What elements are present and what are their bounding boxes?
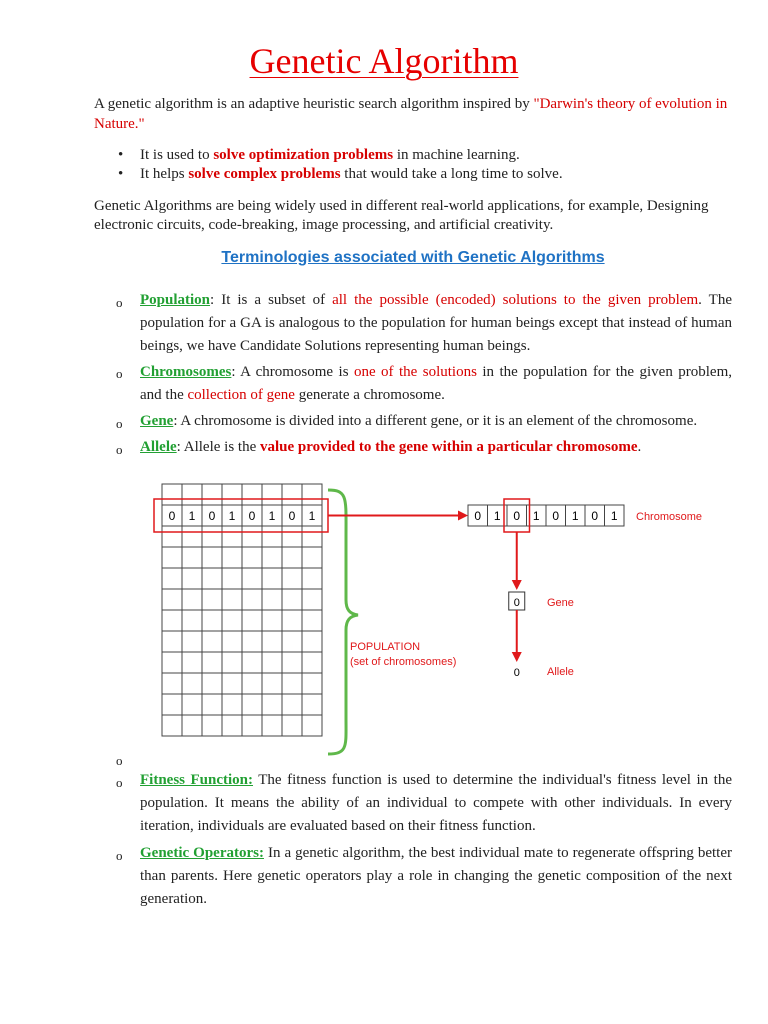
bullet-text: It is used to [140, 147, 214, 163]
bullet-text: It helps [140, 166, 189, 182]
list-marker: o [116, 775, 123, 790]
population-sublabel: (set of chromosomes) [350, 656, 457, 668]
grid-cell [242, 652, 262, 673]
grid-cell [222, 526, 242, 547]
term-name: Fitness Function: [140, 772, 254, 788]
grid-cell [242, 715, 262, 736]
grid-cell [262, 694, 282, 715]
grid-cell [282, 547, 302, 568]
term-text: . [637, 439, 642, 455]
list-marker: o [116, 753, 123, 768]
grid-cell [202, 547, 222, 568]
term-text: In a genetic algorithm, the best individual mate to regenerate offspring better than parents. Here genetic operators play a role in changing the genetic composition of the next generation. [140, 845, 732, 907]
population-bit: 1 [228, 509, 236, 523]
grid-cell [282, 631, 302, 652]
grid-cell [202, 631, 222, 652]
term-name: Genetic Operators: [140, 845, 264, 861]
arrow-head [512, 652, 522, 662]
term-fitness-function [140, 769, 732, 838]
grid-cell [202, 568, 222, 589]
term-name: Population [140, 292, 211, 308]
list-marker: o [116, 416, 123, 431]
bullet-marker: • [118, 166, 124, 182]
grid-cell [162, 694, 182, 715]
gene-label: Gene [547, 597, 574, 609]
bullet-marker: • [118, 147, 124, 163]
term-text: : Allele is the [176, 439, 260, 455]
grid-cell [302, 484, 322, 505]
grid-cell [302, 568, 322, 589]
grid-cell [202, 610, 222, 631]
intro-paragraph [94, 94, 734, 134]
population-bit: 0 [208, 509, 216, 523]
term-gene [140, 410, 732, 433]
grid-cell [222, 610, 242, 631]
grid-cell [262, 589, 282, 610]
grid-cell [242, 589, 262, 610]
population-label: POPULATION [350, 641, 421, 653]
grid-cell [282, 673, 302, 694]
grid-cell [202, 694, 222, 715]
term-text: : It is a subset of [210, 292, 333, 308]
grid-cell [182, 673, 202, 694]
grid-cell [202, 589, 222, 610]
list-marker: o [116, 295, 123, 310]
term-genetic-operators [140, 842, 732, 911]
grid-cell [222, 673, 242, 694]
grid-cell [162, 547, 182, 568]
population-bit: 0 [168, 509, 176, 523]
darwin-quote: "Darwin's theory of evolution in Nature." [94, 96, 728, 132]
term-highlight: collection of gene [187, 387, 295, 403]
chromosome-bit: 1 [571, 509, 579, 523]
term-population [140, 289, 732, 358]
grid-cell [182, 484, 202, 505]
allele-value: 0 [513, 667, 520, 679]
grid-cell [182, 526, 202, 547]
allele-label: Allele [547, 666, 574, 678]
list-marker: o [116, 366, 123, 381]
grid-cell [302, 694, 322, 715]
grid-cell [242, 694, 262, 715]
population-bit: 1 [308, 509, 316, 523]
term-name: Allele [140, 439, 177, 455]
grid-cell [242, 673, 262, 694]
term-text: : A chromosome is [231, 364, 354, 380]
grid-cell [262, 484, 282, 505]
grid-cell [262, 673, 282, 694]
population-diagram [150, 478, 730, 760]
grid-cell [262, 526, 282, 547]
term-name: Gene [140, 413, 174, 429]
grid-cell [282, 568, 302, 589]
grid-cell [162, 526, 182, 547]
grid-cell [202, 526, 222, 547]
population-grid [162, 484, 322, 736]
grid-cell [222, 568, 242, 589]
grid-cell [222, 589, 242, 610]
grid-cell [182, 547, 202, 568]
term-text: The fitness function is used to determine the individual's fitness level in the population. It means the ability of an individual to compete with other individuals. In every iteration, individuals are evaluated based on their fitness function. [140, 772, 732, 834]
chromosome-bit: 1 [610, 509, 618, 523]
list-marker: o [116, 848, 123, 863]
term-name: Chromosomes [140, 364, 232, 380]
grid-cell [162, 631, 182, 652]
grid-cell [162, 568, 182, 589]
grid-cell [262, 715, 282, 736]
intro-text: A genetic algorithm is an adaptive heuristic search algorithm inspired by [94, 96, 534, 112]
grid-cell [162, 610, 182, 631]
grid-cell [262, 652, 282, 673]
grid-cell [202, 715, 222, 736]
bullet-text: that would take a long time to solve. [340, 166, 563, 182]
section-heading: Terminologies associated with Genetic Algorithms [221, 249, 605, 266]
grid-cell [262, 568, 282, 589]
term-chromosomes [140, 361, 732, 407]
grid-cell [222, 715, 242, 736]
population-bit: 1 [268, 509, 276, 523]
grid-cell [262, 610, 282, 631]
chromosome-bit: 1 [532, 509, 540, 523]
term-text: in the population for the given problem, and the [140, 364, 733, 403]
grid-cell [222, 547, 242, 568]
grid-cell [222, 631, 242, 652]
grid-cell [162, 589, 182, 610]
term-text: generate a chromosome. [294, 387, 445, 403]
grid-cell [282, 610, 302, 631]
grid-cell [202, 652, 222, 673]
grid-cell [302, 631, 322, 652]
grid-cell [182, 631, 202, 652]
population-bit: 0 [248, 509, 256, 523]
grid-cell [202, 484, 222, 505]
chromosome-bit: 0 [591, 509, 599, 523]
grid-cell [182, 610, 202, 631]
chromosome-bit: 0 [513, 509, 521, 523]
grid-cell [302, 673, 322, 694]
grid-cell [182, 694, 202, 715]
grid-cell [242, 568, 262, 589]
grid-cell [202, 673, 222, 694]
term-emphasis: value provided to the gene within a particular chromosome [259, 439, 638, 455]
grid-cell [182, 568, 202, 589]
grid-cell [182, 652, 202, 673]
bullet-emphasis: solve optimization problems [213, 147, 394, 163]
chromosome-bit: 1 [493, 509, 501, 523]
grid-cell [242, 547, 262, 568]
arrow-head [458, 511, 468, 521]
chromosome-label: Chromosome [636, 511, 703, 523]
gene-value: 0 [513, 597, 520, 609]
grid-cell [302, 547, 322, 568]
grid-cell [282, 526, 302, 547]
grid-cell [222, 694, 242, 715]
grid-cell [262, 631, 282, 652]
grid-cell [262, 547, 282, 568]
grid-cell [282, 652, 302, 673]
term-text: . The population for a GA is analogous to the population for human beings except that instead of human beings, we have Candidate Solutions representing human beings. [140, 292, 732, 354]
grid-cell [302, 526, 322, 547]
grid-cell [282, 484, 302, 505]
term-highlight: one of the solutions [353, 364, 477, 380]
chromosome-strip [468, 505, 624, 526]
grid-cell [302, 589, 322, 610]
applications-paragraph: Genetic Algorithms are being widely used in different real-world applications, for example, Designing electronic circuits, code-breaking, image processing, and artificial creativity. [94, 198, 709, 233]
grid-cell [242, 631, 262, 652]
grid-cell [162, 484, 182, 505]
grid-cell [182, 715, 202, 736]
term-highlight: all the possible (encoded) solutions to the given problem [332, 292, 699, 308]
page-title: Genetic Algorithm [249, 41, 519, 81]
grid-cell [242, 484, 262, 505]
bullet-text: in machine learning. [393, 147, 520, 163]
population-brace [328, 490, 358, 754]
arrow-head [512, 580, 522, 590]
chromosome-bit: 0 [552, 509, 560, 523]
grid-cell [162, 652, 182, 673]
grid-cell [222, 652, 242, 673]
term-allele [140, 436, 732, 459]
bullet-list [118, 146, 718, 184]
bullet-emphasis: solve complex problems [188, 166, 341, 182]
grid-cell [162, 673, 182, 694]
grid-cell [282, 715, 302, 736]
grid-cell [302, 715, 322, 736]
grid-cell [162, 715, 182, 736]
bullet-item [118, 165, 718, 184]
grid-cell [242, 526, 262, 547]
grid-cell [222, 484, 242, 505]
grid-cell [282, 589, 302, 610]
grid-cell [182, 589, 202, 610]
grid-cell [282, 694, 302, 715]
population-bit: 1 [188, 509, 196, 523]
grid-cell [302, 652, 322, 673]
grid-cell [242, 610, 262, 631]
list-marker: o [116, 442, 123, 457]
term-text: : A chromosome is divided into a different gene, or it is an element of the chromosome. [173, 413, 698, 429]
bullet-item [118, 146, 718, 165]
population-bit: 0 [288, 509, 296, 523]
chromosome-bit: 0 [474, 509, 482, 523]
grid-cell [302, 610, 322, 631]
